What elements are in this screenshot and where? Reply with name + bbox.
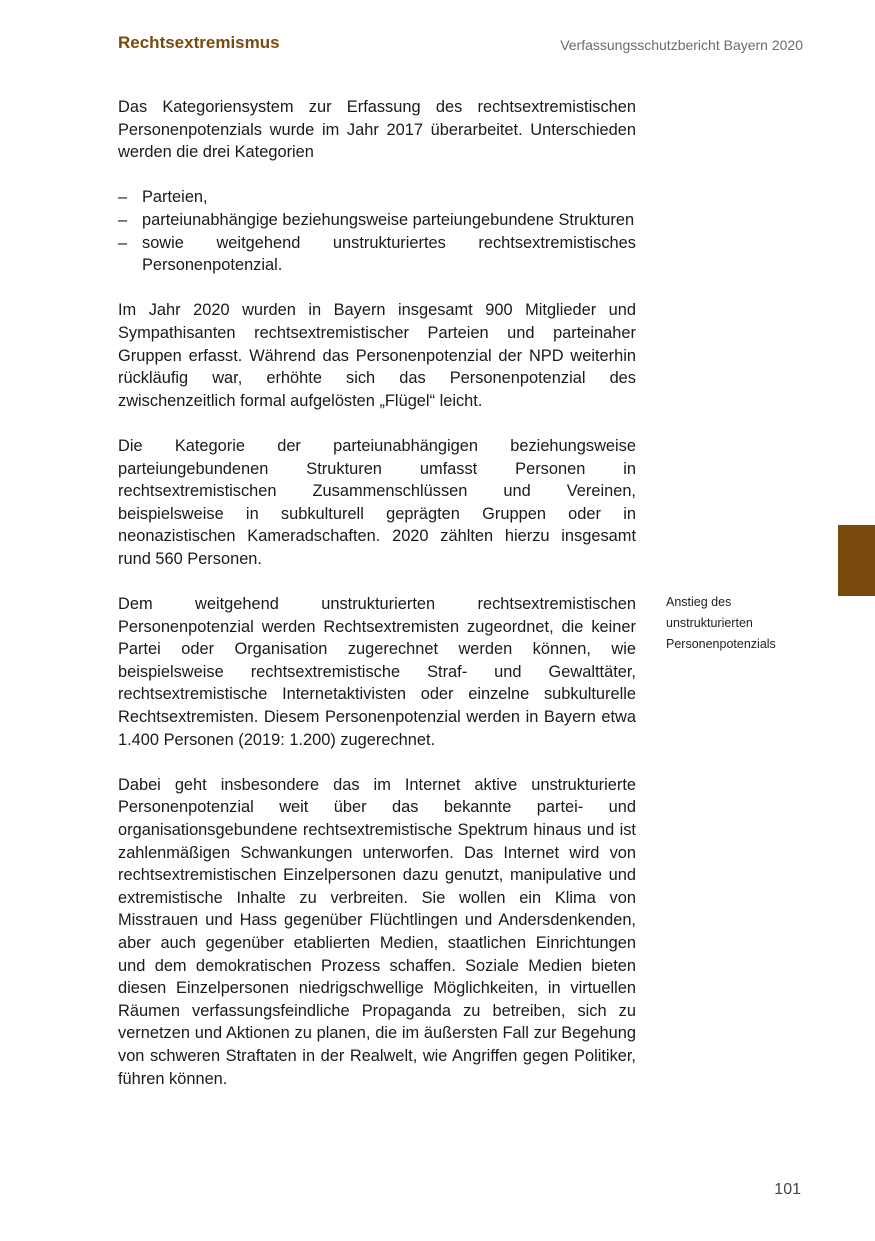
margin-note: Anstieg des unstrukturierten Personenpotenzials — [666, 595, 776, 651]
paragraph-categories-intro: Das Kategoriensystem zur Erfassung des rechtsextremistischen Personenpotenzials wurde im Jahr 2017 überarbeitet. Unterschieden werden die drei Kategorien — [118, 98, 636, 162]
page-number: 101 — [774, 1181, 801, 1198]
list-item — [118, 232, 636, 277]
list-item-text: Parteien, — [142, 188, 208, 207]
list-item-text: sowie weitgehend unstrukturiertes rechtsextremistisches Personenpotenzial. — [142, 233, 636, 275]
body-text — [118, 96, 636, 1113]
list-dash: – — [118, 210, 128, 229]
publication-title: Verfassungsschutzbericht Bayern 2020 — [560, 37, 803, 53]
category-list — [118, 186, 636, 276]
paragraph-independent-structures: Die Kategorie der parteiunabhängigen beziehungsweise parteiungebundenen Strukturen umfasst Personen in rechtsextremistischen Zusammenschlüssen und Vereinen, beispielsweise in subkulturell geprägten Gruppen oder in neonazistischen Kameradschaften. 2020 zählten hierzu insgesamt rund 560 Personen. — [118, 436, 636, 568]
paragraph-party-members: Im Jahr 2020 wurden in Bayern insgesamt 900 Mitglieder und Sympathisanten rechtsextremistischer Parteien und parteinaher Gruppen erfasst. Während das Personenpotenzial der NPD weiterhin rückläufig war, erhöhte sich das Personenpotenzial des zwischenzeitlich formal aufgelösten „Flügel“ leicht. — [118, 301, 636, 410]
paragraph-internet-activity: Dabei geht insbesondere das im Internet aktive unstrukturierte Personenpotenzial weit über das bekannte partei- und organisationsgebundene rechtsextremistische Spektrum hinaus und ist zahlenmäßigen Schwankungen unterworfen. Das Internet wird von rechtsextremistischen Einzelpersonen dazu genutzt, manipulative und extremistische Inhalte zu verbreiten. Sie wollen ein Klima von Misstrauen und Hass gegenüber Flüchtlingen und Andersdenkenden, aber auch gegenüber etablierten Medien, staatlichen Einrichtungen und dem demokratischen Prozess schaffen. Soziale Medien bieten diesen Einzelpersonen niedrigschwellige Möglichkeiten, in virtuellen Räumen verfassungsfeindliche Propaganda zu betreiben, sich zu vernetzen und Aktionen zu planen, die im äußersten Fall zur Begehung von schweren Straftaten in der Realwelt, wie Angriffen gegen Politiker, führen können. — [118, 775, 636, 1088]
list-dash: – — [118, 233, 128, 252]
paragraph-unstructured-potential: Dem weitgehend unstrukturierten rechtsextremistischen Personenpotenzial werden Rechtsextremisten zugeordnet, die keiner Partei oder Organisation zugerechnet werden können, wie beispielsweise rechtsextremistische Straf- und Gewalttäter, rechtsextremistische Internetaktivisten oder einzelne subkulturelle Rechtsextremisten. Diesem Personenpotenzial werden in Bayern etwa 1.400 Personen (2019: 1.200) zugerechnet. — [118, 595, 636, 749]
chapter-thumb-tab — [838, 525, 875, 596]
list-item-text: parteiunabhängige beziehungsweise parteiungebundene Strukturen — [142, 210, 635, 229]
list-dash: – — [118, 188, 128, 207]
section-title: Rechtsextremismus — [118, 33, 280, 52]
list-item — [118, 186, 636, 209]
list-item — [118, 209, 636, 232]
